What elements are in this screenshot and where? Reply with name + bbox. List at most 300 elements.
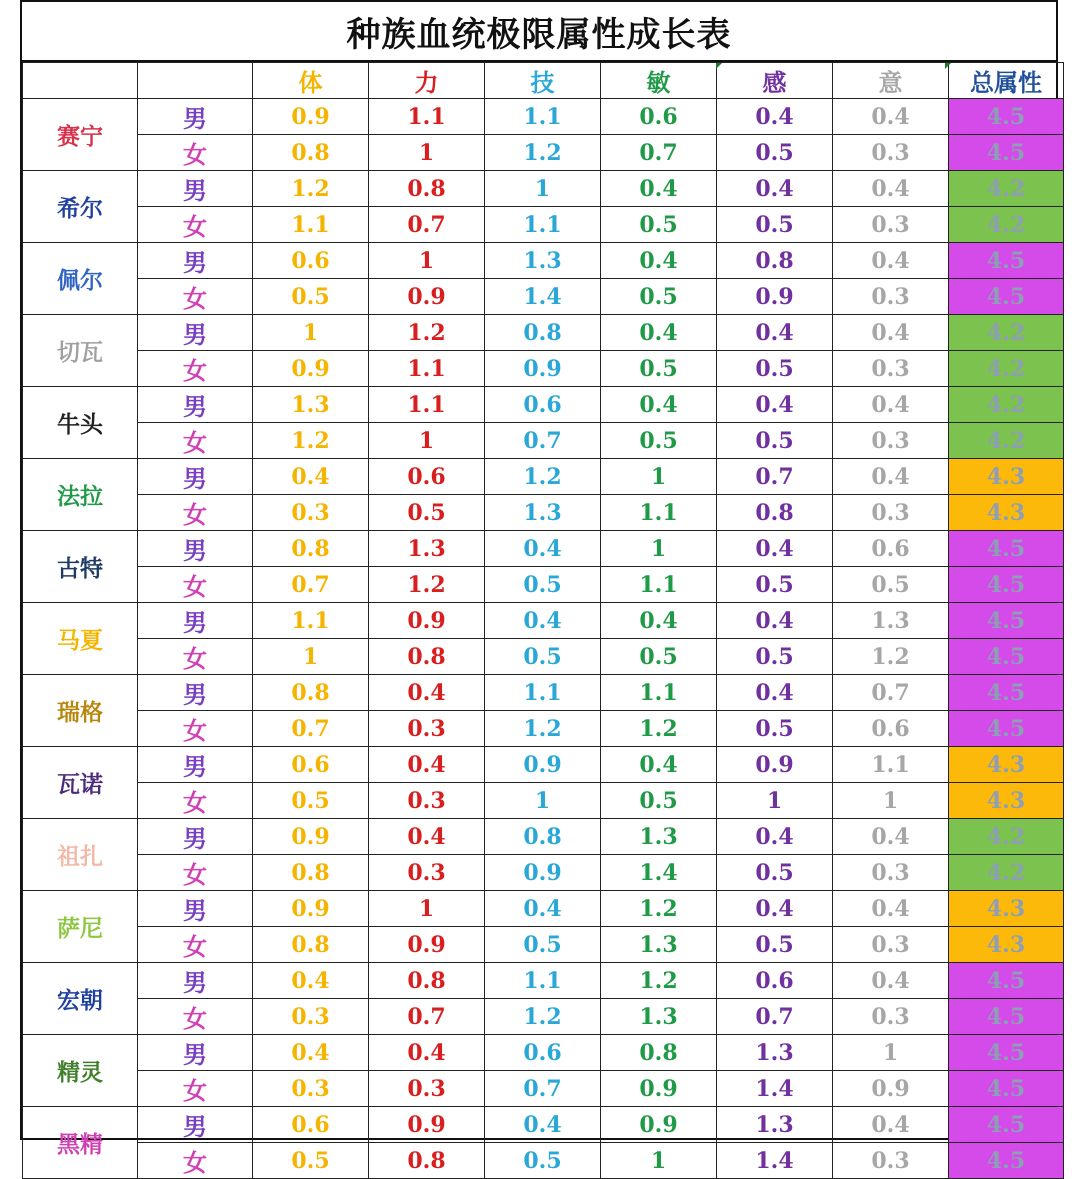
- value-ji: 0.4: [485, 531, 601, 567]
- value-min: 0.8: [601, 1035, 717, 1071]
- total-value: 4.5: [949, 675, 1064, 711]
- value-li: 0.4: [369, 1035, 485, 1071]
- total-value: 4.5: [949, 999, 1064, 1035]
- table-row: [23, 279, 1064, 315]
- table-row: [23, 747, 1064, 783]
- value-gan: 0.5: [717, 207, 833, 243]
- table-title: 种族血统极限属性成长表: [22, 2, 1056, 62]
- value-gan: 0.5: [717, 711, 833, 747]
- sex-female-label: 女: [138, 711, 253, 747]
- sex-male-label: 男: [138, 819, 253, 855]
- header-ji: 技: [485, 63, 601, 99]
- value-min: 1: [601, 1143, 717, 1179]
- total-value: 4.2: [949, 315, 1064, 351]
- sex-male-label: 男: [138, 531, 253, 567]
- value-ji: 1: [485, 783, 601, 819]
- value-gan: 0.5: [717, 351, 833, 387]
- value-yi: 0.4: [833, 891, 949, 927]
- value-min: 0.9: [601, 1071, 717, 1107]
- value-li: 0.8: [369, 171, 485, 207]
- total-value: 4.2: [949, 171, 1064, 207]
- value-min: 0.5: [601, 783, 717, 819]
- value-yi: 0.4: [833, 459, 949, 495]
- value-li: 0.3: [369, 1071, 485, 1107]
- total-value: 4.5: [949, 135, 1064, 171]
- value-gan: 0.4: [717, 675, 833, 711]
- value-min: 0.9: [601, 1107, 717, 1143]
- value-ji: 0.9: [485, 855, 601, 891]
- value-gan: 0.6: [717, 963, 833, 999]
- value-ji: 1: [485, 171, 601, 207]
- total-value: 4.5: [949, 243, 1064, 279]
- table-row: [23, 1107, 1064, 1143]
- value-ji: 1.4: [485, 279, 601, 315]
- header-min: 敏: [601, 63, 717, 99]
- value-li: 0.3: [369, 711, 485, 747]
- value-ti: 0.5: [253, 1143, 369, 1179]
- value-ti: 0.9: [253, 891, 369, 927]
- value-ti: 1: [253, 315, 369, 351]
- value-ti: 1.2: [253, 171, 369, 207]
- sex-male-label: 男: [138, 963, 253, 999]
- value-gan: 0.5: [717, 135, 833, 171]
- sex-male-label: 男: [138, 243, 253, 279]
- value-li: 0.5: [369, 495, 485, 531]
- value-min: 0.5: [601, 279, 717, 315]
- sex-male-label: 男: [138, 747, 253, 783]
- value-yi: 0.7: [833, 675, 949, 711]
- value-li: 1: [369, 423, 485, 459]
- sex-male-label: 男: [138, 603, 253, 639]
- value-min: 0.4: [601, 315, 717, 351]
- value-ji: 1.2: [485, 135, 601, 171]
- value-min: 1.2: [601, 891, 717, 927]
- value-gan: 1.3: [717, 1107, 833, 1143]
- total-value: 4.3: [949, 927, 1064, 963]
- value-gan: 0.4: [717, 819, 833, 855]
- value-ti: 0.8: [253, 855, 369, 891]
- value-yi: 0.3: [833, 279, 949, 315]
- total-value: 4.3: [949, 495, 1064, 531]
- value-min: 0.5: [601, 423, 717, 459]
- race-name: 瑞格: [23, 675, 138, 747]
- value-yi: 0.6: [833, 531, 949, 567]
- value-ji: 1.3: [485, 495, 601, 531]
- race-name: 法拉: [23, 459, 138, 531]
- sex-female-label: 女: [138, 567, 253, 603]
- total-value: 4.5: [949, 603, 1064, 639]
- sex-male-label: 男: [138, 891, 253, 927]
- value-ti: 0.9: [253, 819, 369, 855]
- total-value: 4.5: [949, 99, 1064, 135]
- total-value: 4.2: [949, 855, 1064, 891]
- value-min: 1.4: [601, 855, 717, 891]
- value-min: 0.4: [601, 603, 717, 639]
- value-gan: 0.4: [717, 891, 833, 927]
- value-yi: 0.4: [833, 963, 949, 999]
- value-yi: 1.3: [833, 603, 949, 639]
- value-li: 0.9: [369, 603, 485, 639]
- value-ji: 1.3: [485, 243, 601, 279]
- table-row: [23, 927, 1064, 963]
- race-name: 赛宁: [23, 99, 138, 171]
- total-value: 4.5: [949, 279, 1064, 315]
- value-ti: 0.4: [253, 963, 369, 999]
- value-yi: 1: [833, 783, 949, 819]
- value-yi: 0.3: [833, 351, 949, 387]
- value-li: 1.1: [369, 351, 485, 387]
- value-gan: 0.5: [717, 855, 833, 891]
- cell-comment-marker: [945, 63, 951, 69]
- value-ti: 1.3: [253, 387, 369, 423]
- value-ti: 1: [253, 639, 369, 675]
- total-value: 4.5: [949, 1071, 1064, 1107]
- sex-female-label: 女: [138, 423, 253, 459]
- value-li: 1.2: [369, 567, 485, 603]
- sex-male-label: 男: [138, 675, 253, 711]
- total-value: 4.5: [949, 1107, 1064, 1143]
- race-name: 祖扎: [23, 819, 138, 891]
- sex-female-label: 女: [138, 639, 253, 675]
- value-li: 0.4: [369, 675, 485, 711]
- total-value: 4.2: [949, 387, 1064, 423]
- race-name: 瓦诺: [23, 747, 138, 819]
- header-yi: 意: [833, 63, 949, 99]
- value-yi: 0.9: [833, 1071, 949, 1107]
- table-row: [23, 1071, 1064, 1107]
- value-ti: 0.7: [253, 711, 369, 747]
- sex-female-label: 女: [138, 495, 253, 531]
- value-min: 1: [601, 531, 717, 567]
- value-min: 1.3: [601, 999, 717, 1035]
- value-ji: 0.5: [485, 1143, 601, 1179]
- value-ji: 0.9: [485, 747, 601, 783]
- race-name: 古特: [23, 531, 138, 603]
- value-min: 0.4: [601, 747, 717, 783]
- value-ti: 1.1: [253, 207, 369, 243]
- value-yi: 0.4: [833, 99, 949, 135]
- table-row: [23, 819, 1064, 855]
- value-ji: 1.2: [485, 711, 601, 747]
- value-ti: 0.3: [253, 1071, 369, 1107]
- header-ti: 体: [253, 63, 369, 99]
- value-ti: 0.3: [253, 495, 369, 531]
- value-min: 1.3: [601, 819, 717, 855]
- value-gan: 0.7: [717, 999, 833, 1035]
- value-ji: 0.7: [485, 1071, 601, 1107]
- value-yi: 0.3: [833, 423, 949, 459]
- value-li: 0.9: [369, 927, 485, 963]
- total-value: 4.3: [949, 891, 1064, 927]
- total-value: 4.5: [949, 711, 1064, 747]
- table-row: [23, 999, 1064, 1035]
- table-row: [23, 351, 1064, 387]
- value-gan: 0.4: [717, 531, 833, 567]
- value-ji: 0.8: [485, 315, 601, 351]
- value-yi: 0.4: [833, 171, 949, 207]
- value-yi: 0.3: [833, 207, 949, 243]
- value-li: 1.1: [369, 387, 485, 423]
- value-ti: 0.9: [253, 351, 369, 387]
- value-li: 0.3: [369, 855, 485, 891]
- attribute-table: [22, 62, 1064, 1179]
- value-yi: 0.3: [833, 1143, 949, 1179]
- sex-female-label: 女: [138, 351, 253, 387]
- value-ji: 0.6: [485, 1035, 601, 1071]
- sex-female-label: 女: [138, 855, 253, 891]
- value-li: 0.9: [369, 279, 485, 315]
- sex-female-label: 女: [138, 1143, 253, 1179]
- total-value: 4.2: [949, 819, 1064, 855]
- total-value: 4.5: [949, 1143, 1064, 1179]
- value-ti: 0.4: [253, 1035, 369, 1071]
- value-gan: 0.5: [717, 639, 833, 675]
- race-name: 牛头: [23, 387, 138, 459]
- value-ti: 0.8: [253, 135, 369, 171]
- table-row: [23, 639, 1064, 675]
- value-yi: 0.3: [833, 495, 949, 531]
- value-yi: 0.3: [833, 135, 949, 171]
- value-min: 1.2: [601, 711, 717, 747]
- value-li: 0.8: [369, 1143, 485, 1179]
- race-name: 萨尼: [23, 891, 138, 963]
- header-gan: 感: [717, 63, 833, 99]
- value-min: 1.1: [601, 495, 717, 531]
- value-gan: 0.5: [717, 423, 833, 459]
- race-name: 佩尔: [23, 243, 138, 315]
- value-gan: 1.4: [717, 1143, 833, 1179]
- value-ji: 1.1: [485, 207, 601, 243]
- value-yi: 0.5: [833, 567, 949, 603]
- total-value: 4.3: [949, 747, 1064, 783]
- table-row: [23, 495, 1064, 531]
- value-yi: 0.6: [833, 711, 949, 747]
- value-min: 1.1: [601, 675, 717, 711]
- table-row: [23, 135, 1064, 171]
- value-min: 0.6: [601, 99, 717, 135]
- value-gan: 0.8: [717, 243, 833, 279]
- value-ji: 1.1: [485, 675, 601, 711]
- value-li: 0.4: [369, 819, 485, 855]
- table-row: [23, 387, 1064, 423]
- value-min: 1.2: [601, 963, 717, 999]
- value-min: 0.4: [601, 387, 717, 423]
- race-name: 黑精: [23, 1107, 138, 1179]
- header-sex-blank: [138, 63, 253, 99]
- value-ji: 0.4: [485, 1107, 601, 1143]
- value-ji: 0.5: [485, 567, 601, 603]
- value-yi: 1.2: [833, 639, 949, 675]
- table-row: [23, 459, 1064, 495]
- sex-male-label: 男: [138, 1107, 253, 1143]
- value-ti: 0.4: [253, 459, 369, 495]
- value-ti: 0.8: [253, 675, 369, 711]
- value-yi: 1.1: [833, 747, 949, 783]
- table-row: [23, 315, 1064, 351]
- table-row: [23, 207, 1064, 243]
- table-row: [23, 423, 1064, 459]
- table-row: [23, 963, 1064, 999]
- value-li: 1.1: [369, 99, 485, 135]
- value-gan: 0.5: [717, 567, 833, 603]
- value-ti: 0.5: [253, 279, 369, 315]
- value-min: 0.4: [601, 243, 717, 279]
- value-min: 1: [601, 459, 717, 495]
- value-gan: 0.7: [717, 459, 833, 495]
- value-yi: 0.4: [833, 315, 949, 351]
- total-value: 4.5: [949, 963, 1064, 999]
- value-gan: 0.4: [717, 387, 833, 423]
- value-li: 0.8: [369, 963, 485, 999]
- sex-male-label: 男: [138, 1035, 253, 1071]
- growth-table-sheet: [20, 0, 1058, 1177]
- value-li: 1: [369, 891, 485, 927]
- value-gan: 1.3: [717, 1035, 833, 1071]
- table-row: [23, 99, 1064, 135]
- value-gan: 1.4: [717, 1071, 833, 1107]
- table-row: [23, 531, 1064, 567]
- value-gan: 0.8: [717, 495, 833, 531]
- table-row: [23, 711, 1064, 747]
- value-ji: 1.1: [485, 963, 601, 999]
- value-ji: 0.5: [485, 639, 601, 675]
- value-gan: 0.9: [717, 747, 833, 783]
- value-ji: 0.8: [485, 819, 601, 855]
- value-li: 0.4: [369, 747, 485, 783]
- value-li: 0.6: [369, 459, 485, 495]
- table-row: [23, 675, 1064, 711]
- race-name: 宏朝: [23, 963, 138, 1035]
- value-ji: 1.2: [485, 459, 601, 495]
- value-gan: 0.4: [717, 603, 833, 639]
- race-name: 精灵: [23, 1035, 138, 1107]
- value-gan: 1: [717, 783, 833, 819]
- value-ti: 1.2: [253, 423, 369, 459]
- table-row: [23, 567, 1064, 603]
- table-row: [23, 783, 1064, 819]
- value-li: 0.8: [369, 639, 485, 675]
- value-yi: 0.3: [833, 855, 949, 891]
- sex-female-label: 女: [138, 1071, 253, 1107]
- race-name: 马夏: [23, 603, 138, 675]
- value-li: 0.3: [369, 783, 485, 819]
- value-li: 0.9: [369, 1107, 485, 1143]
- value-gan: 0.4: [717, 99, 833, 135]
- total-value: 4.2: [949, 423, 1064, 459]
- sex-female-label: 女: [138, 999, 253, 1035]
- header-race-blank: [23, 63, 138, 99]
- value-ji: 0.6: [485, 387, 601, 423]
- table-row: [23, 171, 1064, 207]
- value-min: 0.5: [601, 639, 717, 675]
- header-total: 总属性: [949, 63, 1064, 99]
- value-gan: 0.9: [717, 279, 833, 315]
- value-min: 0.4: [601, 171, 717, 207]
- value-yi: 1: [833, 1035, 949, 1071]
- value-li: 1: [369, 135, 485, 171]
- total-value: 4.5: [949, 1035, 1064, 1071]
- value-yi: 0.3: [833, 999, 949, 1035]
- table-row: [23, 603, 1064, 639]
- value-li: 1.3: [369, 531, 485, 567]
- total-value: 4.5: [949, 639, 1064, 675]
- value-gan: 0.4: [717, 315, 833, 351]
- sex-female-label: 女: [138, 135, 253, 171]
- table-row: [23, 1143, 1064, 1179]
- table-row: [23, 243, 1064, 279]
- value-min: 0.7: [601, 135, 717, 171]
- value-ji: 0.4: [485, 603, 601, 639]
- value-gan: 0.4: [717, 171, 833, 207]
- value-ji: 1.2: [485, 999, 601, 1035]
- value-li: 1.2: [369, 315, 485, 351]
- value-li: 0.7: [369, 999, 485, 1035]
- sex-female-label: 女: [138, 279, 253, 315]
- total-value: 4.5: [949, 567, 1064, 603]
- value-ti: 0.7: [253, 567, 369, 603]
- cell-comment-marker: [716, 63, 722, 69]
- value-ti: 0.5: [253, 783, 369, 819]
- sex-male-label: 男: [138, 387, 253, 423]
- sex-male-label: 男: [138, 99, 253, 135]
- value-ti: 0.9: [253, 99, 369, 135]
- race-name: 切瓦: [23, 315, 138, 387]
- total-value: 4.2: [949, 207, 1064, 243]
- value-ti: 0.8: [253, 927, 369, 963]
- value-ti: 0.8: [253, 531, 369, 567]
- value-yi: 0.4: [833, 1107, 949, 1143]
- value-ti: 0.6: [253, 243, 369, 279]
- value-min: 0.5: [601, 207, 717, 243]
- total-value: 4.2: [949, 351, 1064, 387]
- value-yi: 0.4: [833, 819, 949, 855]
- table-row: [23, 1035, 1064, 1071]
- value-yi: 0.3: [833, 927, 949, 963]
- value-yi: 0.4: [833, 387, 949, 423]
- value-ji: 0.7: [485, 423, 601, 459]
- total-value: 4.3: [949, 459, 1064, 495]
- value-li: 1: [369, 243, 485, 279]
- total-value: 4.3: [949, 783, 1064, 819]
- value-min: 1.3: [601, 927, 717, 963]
- sex-male-label: 男: [138, 459, 253, 495]
- sex-male-label: 男: [138, 171, 253, 207]
- value-ti: 0.3: [253, 999, 369, 1035]
- value-ti: 0.6: [253, 747, 369, 783]
- sex-female-label: 女: [138, 783, 253, 819]
- header-li: 力: [369, 63, 485, 99]
- value-min: 1.1: [601, 567, 717, 603]
- value-ti: 0.6: [253, 1107, 369, 1143]
- table-row: [23, 891, 1064, 927]
- total-value: 4.5: [949, 531, 1064, 567]
- sex-female-label: 女: [138, 207, 253, 243]
- value-gan: 0.5: [717, 927, 833, 963]
- value-yi: 0.4: [833, 243, 949, 279]
- value-ji: 0.5: [485, 927, 601, 963]
- header-row: [23, 63, 1064, 99]
- value-ji: 0.4: [485, 891, 601, 927]
- sex-female-label: 女: [138, 927, 253, 963]
- value-min: 0.5: [601, 351, 717, 387]
- value-ti: 1.1: [253, 603, 369, 639]
- value-ji: 1.1: [485, 99, 601, 135]
- value-li: 0.7: [369, 207, 485, 243]
- race-name: 希尔: [23, 171, 138, 243]
- table-row: [23, 855, 1064, 891]
- sex-male-label: 男: [138, 315, 253, 351]
- value-ji: 0.9: [485, 351, 601, 387]
